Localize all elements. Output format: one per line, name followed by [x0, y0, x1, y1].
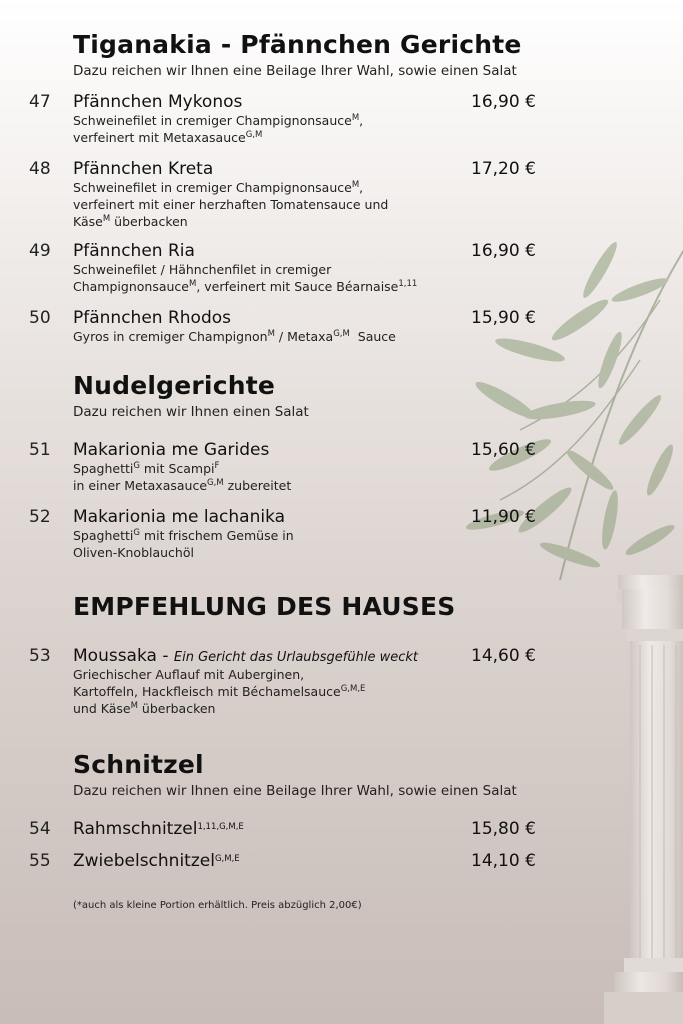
item-price: 15,80 €: [471, 819, 536, 839]
section-subtitle-pfaennchen: Dazu reichen wir Ihnen eine Beilage Ihrer Wahl, sowie einen Salat: [73, 63, 517, 79]
item-price: 14,10 €: [471, 851, 536, 871]
item-description: Spaghetti$^G$ mit Scampi$^F$ in einer Metaxasauce$^{G,M}$ zubereitet: [73, 461, 292, 493]
item-name: Pfännchen Mykonos: [73, 92, 243, 112]
item-description: Schweinefilet in cremiger Champignonsauce$^M$, verfeinert mit einer herzhaften Tomatensauce und Käse$^M$ überbacken: [73, 180, 389, 229]
item-description: Griechischer Auflauf mit Auberginen, Kartoffeln, Hackfleisch mit Béchamelsauce$^{G,M,E}$ und Käse$^M$ überbacken: [73, 667, 366, 716]
item-name: Makarionia me Garides: [73, 440, 270, 460]
item-description: Schweinefilet in cremiger Champignonsauce$^M$, verfeinert mit Metaxasauce$^{G,M}$: [73, 113, 364, 145]
item-description: Spaghetti$^G$ mit frischem Gemüse in Oliven-Knoblauchöl: [73, 528, 294, 560]
item-number: 47: [29, 92, 51, 112]
item-name: Pfännchen Kreta: [73, 159, 214, 179]
item-price: 11,90 €: [471, 507, 536, 527]
item-name: Pfännchen Ria: [73, 241, 195, 261]
item-number: 55: [29, 851, 51, 871]
footnote: (*auch als kleine Portion erhältlich. Preis abzüglich 2,00€): [73, 900, 362, 911]
item-price: 16,90 €: [471, 241, 536, 261]
item-name: Zwiebelschnitzel$^{G,M,E}$: [73, 851, 240, 871]
item-name: Pfännchen Rhodos: [73, 308, 231, 328]
item-number: 52: [29, 507, 51, 527]
item-number: 48: [29, 159, 51, 179]
item-price: 14,60 €: [471, 646, 536, 666]
item-name: Rahmschnitzel$^{1,11,G,M,E}$: [73, 819, 244, 839]
item-number: 50: [29, 308, 51, 328]
item-number: 51: [29, 440, 51, 460]
item-price: 17,20 €: [471, 159, 536, 179]
item-tagline: Ein Gericht das Urlaubsgefühle weckt: [173, 650, 419, 665]
item-price: 16,90 €: [471, 92, 536, 112]
item-name: Makarionia me lachanika: [73, 507, 286, 527]
item-price: 15,60 €: [471, 440, 536, 460]
item-number: 49: [29, 241, 51, 261]
section-title-schnitzel: Schnitzel: [73, 750, 204, 779]
item-number: 54: [29, 819, 51, 839]
item-price: 15,90 €: [471, 308, 536, 328]
item-description: Schweinefilet / Hähnchenfilet in cremiger Champignonsauce$^M$, verfeinert mit Sauce Béarnaise$^{1,11}$: [73, 262, 418, 294]
section-title-pfaennchen: Tiganakia - Pfännchen Gerichte: [73, 30, 522, 59]
item-name: Moussaka - Ein Gericht das Urlaubsgefühle weckt: [73, 646, 419, 666]
item-description: Gyros in cremiger Champignon$^M$ / Metaxa$^{G,M}$ Sauce: [73, 329, 396, 344]
section-subtitle-schnitzel: Dazu reichen wir Ihnen eine Beilage Ihrer Wahl, sowie einen Salat: [73, 783, 517, 799]
item-number: 53: [29, 646, 51, 666]
section-title-empfehlung: EMPFEHLUNG DES HAUSES: [73, 592, 456, 621]
section-title-nudelgerichte: Nudelgerichte: [73, 371, 276, 400]
section-subtitle-nudelgerichte: Dazu reichen wir Ihnen einen Salat: [73, 404, 309, 420]
